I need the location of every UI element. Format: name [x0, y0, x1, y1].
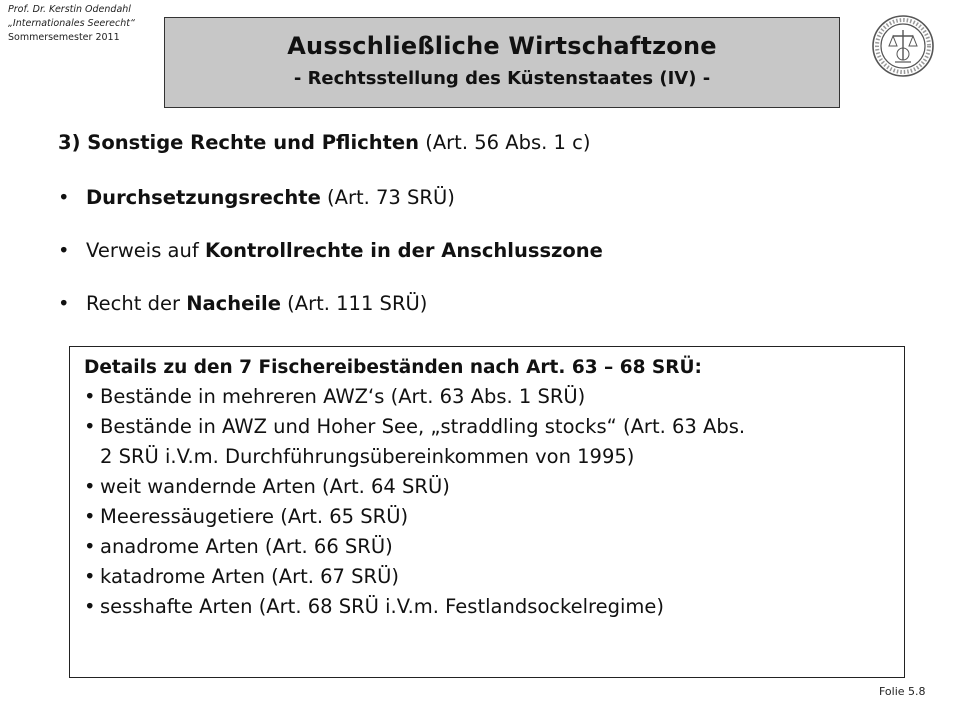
bullet-item	[58, 184, 455, 212]
slide-title-box	[164, 17, 840, 108]
details-item-text: Bestände in AWZ und Hoher See, „straddling stocks“ (Art. 63 Abs.	[100, 415, 746, 438]
semester: Sommersemester 2011	[8, 32, 120, 43]
section-heading	[58, 128, 590, 158]
slide-title: Ausschließliche Wirtschaftzone	[287, 32, 717, 60]
details-item-text: katadrome Arten (Art. 67 SRÜ)	[100, 565, 399, 588]
bullet-bold: Kontrollrechte in der Anschlusszone	[204, 239, 603, 262]
section-heading-bold: 3) Sonstige Rechte und Pflichten	[58, 131, 420, 154]
university-seal-icon	[871, 14, 935, 78]
bullet-text: Verweis auf	[86, 239, 205, 262]
details-item-text: anadrome Arten (Art. 66 SRÜ)	[100, 535, 393, 558]
details-item-text: Bestände in mehreren AWZ‘s (Art. 63 Abs. 1 SRÜ)	[100, 385, 586, 408]
bullet-icon: •	[84, 565, 96, 588]
details-item	[84, 472, 904, 502]
bullet-icon: •	[84, 385, 96, 408]
details-item	[84, 592, 904, 622]
bullet-icon: •	[84, 505, 96, 528]
bullet-icon: •	[84, 595, 96, 618]
details-item	[84, 562, 904, 592]
author-name: Prof. Dr. Kerstin Odendahl	[8, 4, 131, 15]
details-item-continuation: 2 SRÜ i.V.m. Durchführungsübereinkommen von 1995)	[100, 445, 635, 468]
bullet-bold: Durchsetzungsrechte	[86, 186, 321, 209]
details-item-text: weit wandernde Arten (Art. 64 SRÜ)	[100, 475, 450, 498]
slide-number: Folie 5.8	[879, 685, 926, 698]
bullet-icon: •	[58, 292, 70, 315]
details-item	[84, 532, 904, 562]
bullet-icon: •	[84, 475, 96, 498]
course-title: „Internationales Seerecht“	[8, 18, 135, 29]
author-info	[8, 3, 135, 45]
details-box	[69, 346, 905, 678]
details-item-text: Meeressäugetiere (Art. 65 SRÜ)	[100, 505, 409, 528]
bullet-text: (Art. 111 SRÜ)	[280, 292, 428, 315]
bullet-icon: •	[84, 415, 96, 438]
bullet-icon: •	[58, 186, 70, 209]
details-item	[84, 412, 904, 442]
bullet-item	[58, 290, 427, 318]
slide-subtitle: - Rechtsstellung des Küstenstaates (IV) -	[293, 68, 711, 89]
details-item	[84, 382, 904, 412]
bullet-icon: •	[84, 535, 96, 558]
bullet-bold: Nacheile	[186, 292, 281, 315]
bullet-icon: •	[58, 239, 70, 262]
bullet-text: Recht der	[86, 292, 187, 315]
details-heading: Details zu den 7 Fischereibeständen nach Art. 63 – 68 SRÜ:	[84, 357, 702, 378]
bullet-item	[58, 237, 603, 265]
section-heading-ref: (Art. 56 Abs. 1 c)	[419, 131, 591, 154]
bullet-text: (Art. 73 SRÜ)	[320, 186, 455, 209]
details-item-text: sesshafte Arten (Art. 68 SRÜ i.V.m. Festlandsockelregime)	[100, 595, 665, 618]
details-item	[84, 502, 904, 532]
